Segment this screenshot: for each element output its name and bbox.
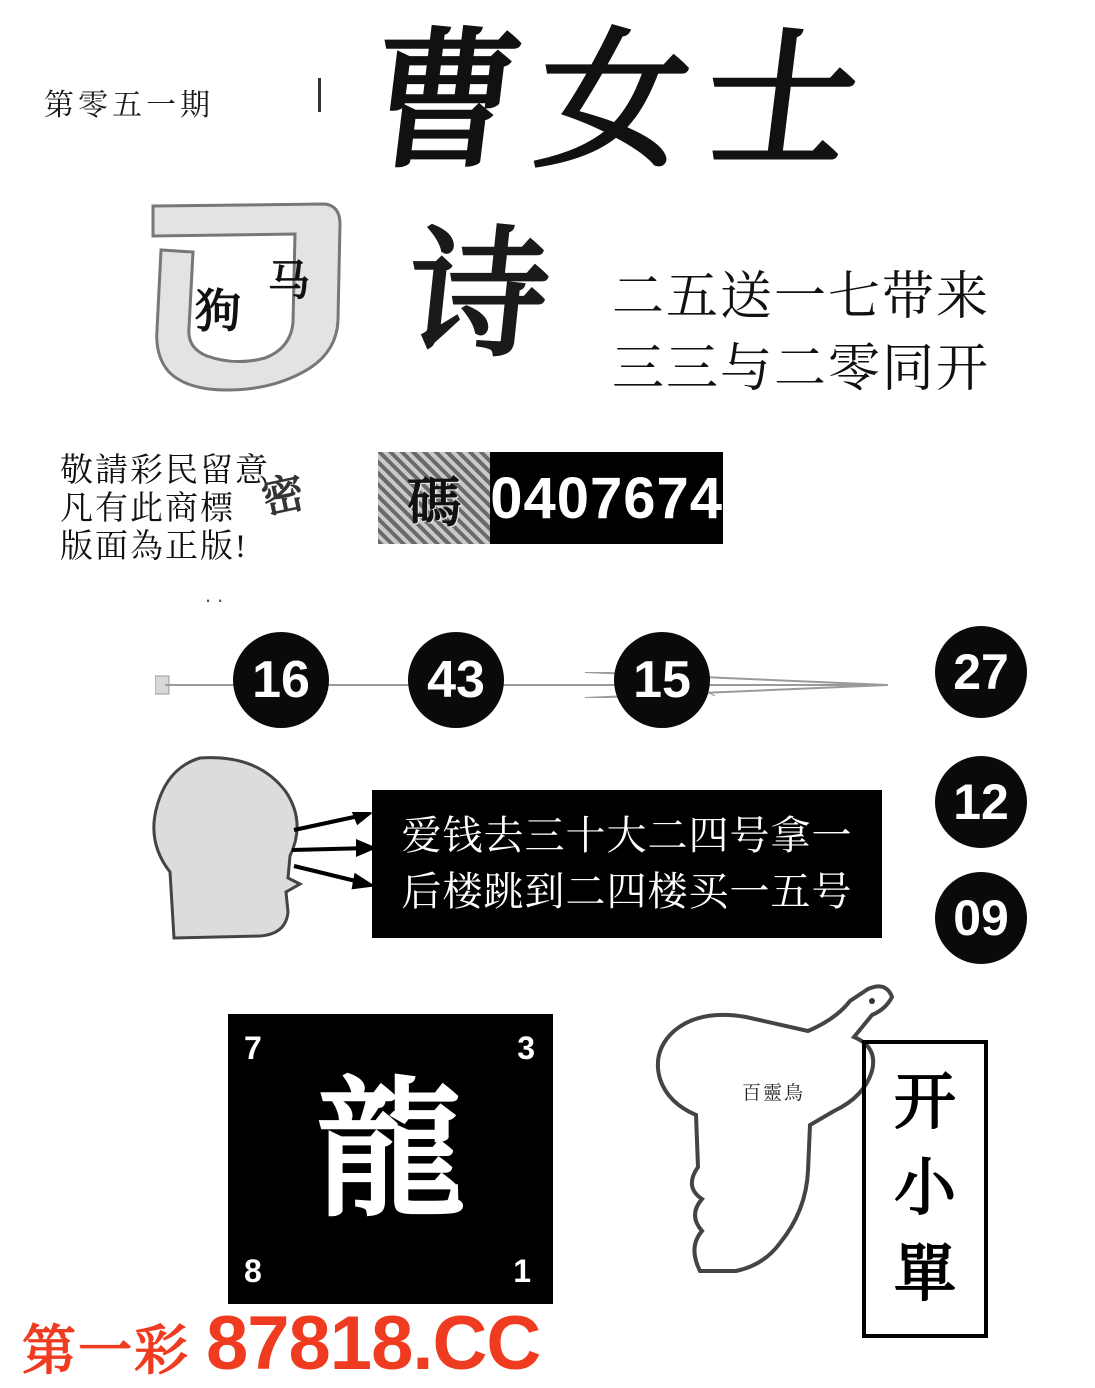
side-number-ball: 27 [935,626,1027,718]
card-corner-top-left: 7 [244,1030,262,1066]
issue-label: 第零五一期 [44,89,214,122]
card-corner-bottom-right: 1 [513,1253,531,1289]
footer-site-name: 第一彩 [22,1321,190,1381]
footer-branding [22,1300,540,1387]
poem-line-1: 二五送一七带来 [612,269,991,326]
vertical-char-1: 开 [893,1069,956,1137]
zodiac-dog-label: 狗 [195,286,249,337]
card-main-character: 龍 [315,1069,466,1235]
poem-heading-char: 诗 [399,219,557,374]
message-line-2: 后楼跳到二四楼买一五号 [401,869,853,914]
notice-line-2: 凡有此商標 [60,491,235,527]
message-line-1: 爱钱去三十大二四号拿一 [401,813,853,858]
code-digits: 0407674 [490,465,723,531]
message-box [372,790,882,938]
side-number-ball: 12 [935,756,1027,848]
zodiac-horse-label: 马 [268,259,311,305]
number-ball: 16 [233,632,329,728]
number-ball: 43 [408,632,504,728]
page-title: 曹女士 [360,20,885,186]
bird-icon [640,975,900,1275]
speech-bubble-icon [135,190,370,415]
vertical-char-3: 單 [893,1241,956,1309]
side-number-ball: 09 [935,872,1027,964]
vertical-keyword-box [862,1040,988,1338]
footer-url: 87818.CC [206,1301,541,1386]
tick-mark [318,78,321,112]
vertical-char-2: 小 [893,1155,956,1223]
code-banner [378,452,723,544]
zodiac-character-card [228,1014,553,1304]
card-corner-top-right: 3 [517,1030,535,1066]
code-logo: 碼 [378,452,490,544]
number-ball: 15 [614,632,710,728]
notice-text [60,452,270,566]
decorative-dots: .. [205,582,230,607]
poem-lines [612,262,990,406]
card-corner-bottom-left: 8 [244,1253,262,1289]
stamp-icon: 密 [257,470,309,524]
arrows-icon [288,812,378,892]
poem-line-2: 三三与二零同开 [612,341,991,398]
notice-line-1: 敬請彩民留意 [60,453,270,489]
bird-label: 百靈鳥 [742,1083,806,1104]
notice-line-3: 版面為正版! [60,529,248,565]
